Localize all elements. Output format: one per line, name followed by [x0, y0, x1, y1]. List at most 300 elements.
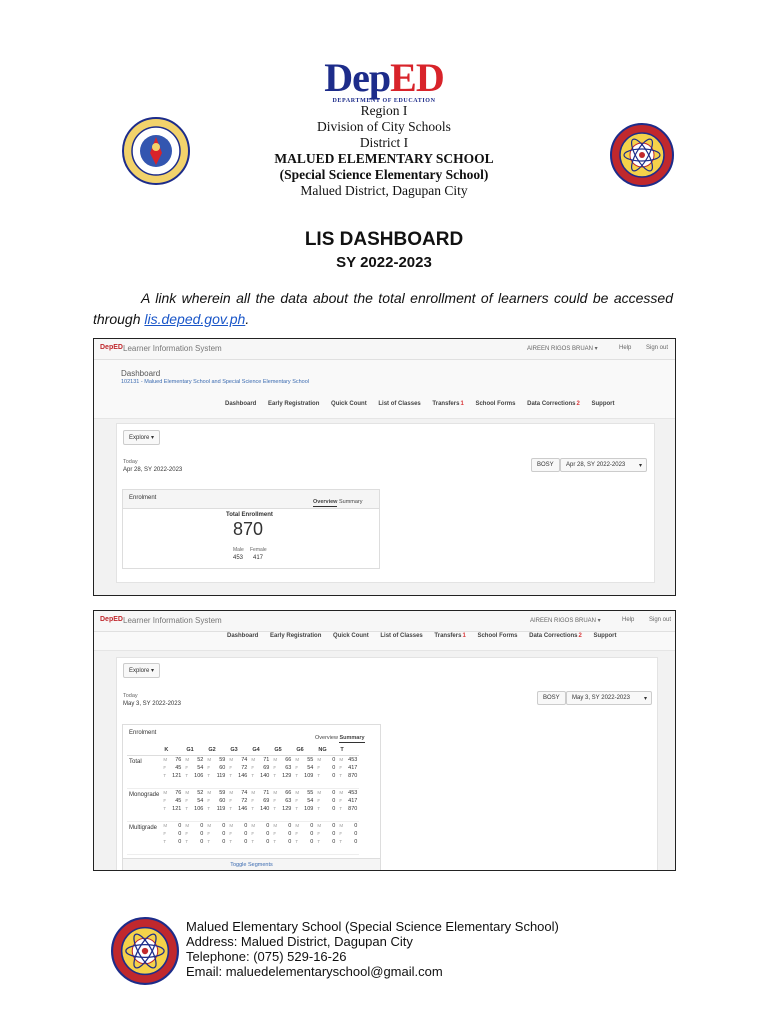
- cell-line: [229, 772, 247, 780]
- cell-line: [273, 764, 291, 772]
- column-header: G1: [183, 745, 205, 756]
- chevron-down-icon: ▾: [638, 463, 642, 469]
- sex-label: F: [317, 831, 321, 836]
- today-value-2: May 3, SY 2022-2023: [123, 701, 181, 707]
- sex-label: T: [251, 773, 255, 778]
- explore-button[interactable]: Explore ▾: [123, 430, 160, 445]
- cell-value: 129: [282, 773, 292, 779]
- cell-line: [317, 797, 335, 805]
- cell-value: 0: [200, 831, 204, 837]
- sex-label: T: [207, 773, 211, 778]
- help-link[interactable]: Help: [619, 345, 632, 351]
- column-header: G4: [249, 745, 271, 756]
- sex-label: M: [339, 823, 344, 828]
- page-title: LIS DASHBOARD: [304, 229, 464, 250]
- table-cell: [315, 756, 337, 789]
- user-menu-2[interactable]: AIREEN RIGOS BRUAN ▾: [530, 618, 601, 624]
- school-location: Malued District, Dagupan City: [300, 183, 468, 198]
- cell-line: [273, 822, 291, 830]
- cell-line: [185, 805, 203, 813]
- sex-label: T: [317, 839, 321, 844]
- main-menu: [225, 401, 625, 407]
- cell-line: [273, 789, 291, 797]
- cell-value: 71: [263, 790, 270, 796]
- toggle-segments-link[interactable]: Toggle Segments: [123, 858, 380, 871]
- sex-label: F: [229, 798, 233, 803]
- sex-label: M: [229, 790, 234, 795]
- cell-value: 45: [175, 798, 182, 804]
- chevron-down-icon: ▾: [643, 696, 647, 702]
- cell-line: [295, 764, 313, 772]
- cell-line: [251, 789, 269, 797]
- cell-value: 72: [241, 765, 248, 771]
- top-navbar-2: [94, 611, 675, 632]
- table-cell: [205, 756, 227, 789]
- cell-line: [273, 756, 291, 764]
- sex-label: F: [273, 765, 277, 770]
- sex-label: F: [185, 765, 189, 770]
- help-link-2[interactable]: Help: [622, 617, 635, 623]
- cell-value: 0: [222, 839, 226, 845]
- sex-label: T: [339, 839, 343, 844]
- footer-school-seal: [111, 917, 179, 985]
- cell-line: [273, 772, 291, 780]
- region-text: Region I: [360, 103, 408, 118]
- deped-logo: [322, 55, 446, 108]
- tab-summary-2[interactable]: Summary: [339, 735, 365, 741]
- male-value: 453: [233, 555, 244, 561]
- cell-line: [207, 764, 225, 772]
- sex-label: T: [339, 806, 343, 811]
- sex-label: F: [317, 798, 321, 803]
- total-enrollment-label: Total Enrollment: [226, 512, 273, 518]
- table-cell: [271, 756, 293, 789]
- cell-line: [185, 797, 203, 805]
- sex-label: M: [207, 790, 212, 795]
- cell-line: [295, 772, 313, 780]
- sex-label: T: [251, 806, 255, 811]
- sex-label: F: [251, 765, 255, 770]
- dashboard-panel-2: [116, 657, 658, 871]
- menu-support-2[interactable]: Support: [593, 633, 617, 639]
- cell-value: 106: [194, 806, 204, 812]
- cell-line: [185, 764, 203, 772]
- cell-value: 69: [263, 765, 270, 771]
- cell-value: 0: [332, 798, 336, 804]
- menu-school-forms-2[interactable]: School Forms: [477, 633, 518, 639]
- cell-value: 0: [266, 823, 270, 829]
- menu-transfers[interactable]: [432, 401, 463, 407]
- intro-text: A link wherein all the data about the total enrollment of learners could be accessed through: [93, 290, 673, 327]
- cell-value: 0: [200, 823, 204, 829]
- sex-label: T: [229, 839, 233, 844]
- cell-line: [295, 756, 313, 764]
- table-cell: [271, 789, 293, 822]
- menu-dashboard[interactable]: Dashboard: [225, 401, 257, 407]
- lis-logo: DepED: [100, 344, 123, 351]
- cell-line: [295, 789, 313, 797]
- sex-label: T: [273, 839, 277, 844]
- cell-value: 121: [172, 806, 182, 812]
- intro-end: .: [245, 311, 250, 327]
- user-menu[interactable]: AIREEN RIGOS BRUAN ▾: [527, 346, 598, 352]
- sex-label: M: [273, 757, 278, 762]
- table-cell: [315, 822, 337, 855]
- cell-value: 0: [266, 839, 270, 845]
- menu-list-of-classes-2[interactable]: List of Classes: [380, 633, 423, 639]
- cell-line: [229, 805, 247, 813]
- sex-label: T: [185, 839, 189, 844]
- table-row: [127, 789, 359, 822]
- cell-value: 54: [197, 765, 204, 771]
- school-line[interactable]: 102131 - Malued Elementary School and Special Science Elementary School: [121, 379, 310, 385]
- cell-value: 140: [260, 773, 270, 779]
- sex-label: M: [185, 757, 190, 762]
- cell-value: 0: [354, 831, 358, 837]
- sex-label: F: [163, 831, 167, 836]
- menu-quick-count[interactable]: Quick Count: [331, 401, 367, 407]
- cell-line: [317, 830, 335, 838]
- cell-value: 0: [288, 839, 292, 845]
- sex-label: T: [273, 806, 277, 811]
- cell-value: 60: [219, 798, 226, 804]
- lis-screenshot-2: [93, 610, 676, 871]
- cell-value: 0: [244, 839, 248, 845]
- today-value: Apr 28, SY 2022-2023: [123, 467, 183, 473]
- cell-value: 0: [178, 839, 182, 845]
- cell-value: 54: [307, 765, 314, 771]
- cell-line: [229, 797, 247, 805]
- cell-value: 0: [288, 831, 292, 837]
- row-label: Monograde: [127, 789, 161, 822]
- sex-label: T: [339, 773, 343, 778]
- sex-label: F: [339, 798, 343, 803]
- cell-line: [317, 772, 335, 780]
- menu-corrections-label-2: Data Corrections: [529, 633, 578, 639]
- cell-line: [163, 838, 181, 846]
- dashboard-heading: Dashboard: [121, 369, 161, 378]
- tab-summary[interactable]: Summary: [339, 499, 363, 505]
- sex-label: F: [295, 798, 299, 803]
- table-cell: [249, 822, 271, 855]
- sex-label: M: [273, 790, 278, 795]
- sex-label: T: [295, 806, 299, 811]
- sex-label: T: [317, 806, 321, 811]
- cell-value: 0: [200, 839, 204, 845]
- footer-school: Malued Elementary School (Special Science Elementary School): [186, 919, 559, 934]
- cell-line: [207, 772, 225, 780]
- cell-line: [251, 764, 269, 772]
- cell-value: 0: [332, 790, 336, 796]
- menu-dashboard-2[interactable]: Dashboard: [227, 633, 259, 639]
- date-select[interactable]: [560, 458, 647, 472]
- table-cell: [337, 789, 359, 822]
- menu-transfers-2[interactable]: [434, 633, 465, 639]
- date-select-value: Apr 28, SY 2022-2023: [566, 462, 626, 468]
- menu-early-registration-2[interactable]: Early Registration: [270, 633, 322, 639]
- lis-link[interactable]: lis.deped.gov.ph: [144, 311, 246, 327]
- cell-line: [251, 838, 269, 846]
- table-cell: [183, 822, 205, 855]
- cell-value: 146: [238, 806, 248, 812]
- cell-line: [207, 822, 225, 830]
- enrolment-table-wrap: [127, 745, 359, 855]
- cell-line: [229, 838, 247, 846]
- menu-support[interactable]: Support: [591, 401, 615, 407]
- sex-label: F: [207, 831, 211, 836]
- cell-line: [295, 838, 313, 846]
- sex-label: M: [295, 790, 300, 795]
- cell-value: 60: [219, 765, 226, 771]
- cell-line: [339, 838, 357, 846]
- sex-label: F: [207, 798, 211, 803]
- intro-paragraph: [93, 288, 673, 330]
- menu-school-forms[interactable]: School Forms: [475, 401, 516, 407]
- cell-value: 45: [175, 765, 182, 771]
- division-text: Division of City Schools: [317, 119, 451, 134]
- table-cell: [227, 822, 249, 855]
- cell-line: [251, 772, 269, 780]
- school-seal: [610, 123, 674, 187]
- signout-link[interactable]: Sign out: [646, 345, 669, 351]
- table-cell: [249, 756, 271, 789]
- table-cell: [205, 822, 227, 855]
- cell-value: 74: [241, 757, 248, 763]
- cell-line: [339, 822, 357, 830]
- logo-subtitle: DEPARTMENT OF EDUCATION: [332, 98, 436, 104]
- tab-overview-2[interactable]: Overview: [315, 735, 338, 741]
- cell-line: [207, 789, 225, 797]
- table-cell: [205, 789, 227, 822]
- cell-line: [251, 805, 269, 813]
- column-header: G6: [293, 745, 315, 756]
- column-header: G5: [271, 745, 293, 756]
- cell-line: [229, 822, 247, 830]
- cell-value: 0: [310, 839, 314, 845]
- cell-line: [317, 838, 335, 846]
- cell-value: 0: [266, 831, 270, 837]
- menu-data-corrections[interactable]: [527, 401, 580, 407]
- cell-line: [163, 756, 181, 764]
- signout-link-2[interactable]: Sign out: [649, 617, 672, 623]
- sex-label: M: [163, 790, 168, 795]
- cell-line: [207, 830, 225, 838]
- transfers-badge: 1: [460, 401, 464, 407]
- menu-data-corrections-2[interactable]: [529, 633, 582, 639]
- app-name-2: Learner Information System: [123, 616, 222, 625]
- sex-label: T: [185, 806, 189, 811]
- date-select-value-2: May 3, SY 2022-2023: [572, 695, 630, 701]
- table-cell: [337, 756, 359, 789]
- sex-label: F: [185, 798, 189, 803]
- date-select-2[interactable]: [566, 691, 652, 705]
- dashboard-panel: [116, 423, 655, 583]
- table-cell: [315, 789, 337, 822]
- cell-value: 0: [288, 823, 292, 829]
- menu-transfers-label-2: Transfers: [434, 633, 462, 639]
- cell-line: [295, 797, 313, 805]
- district-text: District I: [359, 135, 409, 150]
- corrections-badge: 2: [576, 401, 580, 407]
- table-cell: [249, 789, 271, 822]
- table-cell: [337, 822, 359, 855]
- school-name: MALUED ELEMENTARY SCHOOL: [274, 151, 494, 166]
- table-cell: [183, 789, 205, 822]
- deped-dagupan-seal: [122, 117, 190, 185]
- cell-line: [317, 805, 335, 813]
- cell-value: 74: [241, 790, 248, 796]
- sex-label: M: [229, 757, 234, 762]
- cell-line: [339, 805, 357, 813]
- enrolment-table: [127, 745, 359, 855]
- cell-line: [185, 830, 203, 838]
- cell-value: 119: [216, 773, 226, 779]
- cell-value: 453: [348, 790, 358, 796]
- cell-value: 54: [197, 798, 204, 804]
- logo-ed: ED: [390, 55, 444, 100]
- sex-label: F: [207, 765, 211, 770]
- cell-value: 109: [304, 773, 314, 779]
- sex-label: M: [229, 823, 234, 828]
- bosy-button[interactable]: BOSY: [531, 458, 560, 472]
- enrolment-tabs: [313, 499, 363, 505]
- table-cell: [161, 822, 183, 855]
- enrolment-tabs-2: [315, 735, 365, 741]
- sex-label: M: [251, 757, 256, 762]
- cell-value: 140: [260, 806, 270, 812]
- cell-value: 109: [304, 806, 314, 812]
- table-header-row: [127, 745, 359, 756]
- app-name: Learner Information System: [123, 344, 222, 353]
- sex-label: T: [273, 773, 277, 778]
- school-type: (Special Science Elementary School): [279, 167, 489, 182]
- explore-button-2[interactable]: Explore ▾: [123, 663, 160, 678]
- bosy-button-2[interactable]: BOSY: [537, 691, 566, 705]
- sex-label: T: [163, 839, 167, 844]
- today-label-2: Today: [123, 693, 138, 699]
- cell-line: [163, 772, 181, 780]
- sex-label: T: [229, 806, 233, 811]
- cell-value: 0: [332, 839, 336, 845]
- tab-overview[interactable]: Overview: [313, 499, 338, 505]
- cell-line: [185, 838, 203, 846]
- cell-line: [339, 772, 357, 780]
- cell-value: 453: [348, 757, 358, 763]
- sex-label: F: [273, 831, 277, 836]
- table-cell: [227, 789, 249, 822]
- sex-label: M: [295, 757, 300, 762]
- female-label: Female: [250, 547, 267, 553]
- cell-value: 0: [332, 765, 336, 771]
- cell-value: 66: [285, 790, 292, 796]
- menu-list-of-classes[interactable]: List of Classes: [378, 401, 421, 407]
- female-value: 417: [253, 555, 264, 561]
- corrections-badge-2: 2: [578, 633, 582, 639]
- cell-value: 63: [285, 798, 292, 804]
- sex-label: F: [295, 765, 299, 770]
- sex-label: F: [295, 831, 299, 836]
- menu-transfers-label: Transfers: [432, 401, 460, 407]
- sex-label: M: [317, 757, 322, 762]
- cell-value: 59: [219, 757, 226, 763]
- column-header: K: [161, 745, 183, 756]
- cell-value: 129: [282, 806, 292, 812]
- cell-value: 72: [241, 798, 248, 804]
- cell-line: [339, 797, 357, 805]
- table-cell: [293, 789, 315, 822]
- main-menu-2: [227, 633, 627, 639]
- sex-label: M: [317, 790, 322, 795]
- cell-value: 0: [310, 823, 314, 829]
- table-row: [127, 756, 359, 789]
- sex-label: M: [207, 757, 212, 762]
- cell-line: [317, 764, 335, 772]
- sex-label: T: [185, 773, 189, 778]
- cell-line: [163, 764, 181, 772]
- cell-line: [163, 797, 181, 805]
- table-cell: [161, 789, 183, 822]
- cell-line: [185, 789, 203, 797]
- cell-line: [339, 830, 357, 838]
- sex-label: M: [251, 790, 256, 795]
- cell-value: 0: [332, 831, 336, 837]
- row-label: Multigrade: [127, 822, 161, 855]
- cell-line: [229, 789, 247, 797]
- cell-value: 52: [197, 790, 204, 796]
- sex-label: M: [273, 823, 278, 828]
- cell-value: 0: [222, 823, 226, 829]
- sex-label: M: [251, 823, 256, 828]
- menu-corrections-label: Data Corrections: [527, 401, 576, 407]
- sex-label: F: [339, 831, 343, 836]
- sex-label: M: [339, 790, 344, 795]
- cell-line: [339, 789, 357, 797]
- sex-label: T: [295, 773, 299, 778]
- sex-label: F: [317, 765, 321, 770]
- row-label: Total: [127, 756, 161, 789]
- sex-label: M: [317, 823, 322, 828]
- cell-value: 52: [197, 757, 204, 763]
- column-header: NG: [315, 745, 337, 756]
- column-header: G2: [205, 745, 227, 756]
- menu-quick-count-2[interactable]: Quick Count: [333, 633, 369, 639]
- table-cell: [161, 756, 183, 789]
- sex-label: F: [163, 798, 167, 803]
- cell-value: 54: [307, 798, 314, 804]
- cell-value: 0: [244, 831, 248, 837]
- cell-value: 55: [307, 757, 314, 763]
- cell-line: [163, 830, 181, 838]
- enrolment-card: [122, 489, 380, 569]
- page-header: [94, 360, 675, 419]
- cell-line: [207, 805, 225, 813]
- column-header: G3: [227, 745, 249, 756]
- cell-line: [251, 756, 269, 764]
- today-label: Today: [123, 459, 138, 465]
- cell-value: 76: [175, 790, 182, 796]
- cell-line: [273, 838, 291, 846]
- cell-value: 119: [216, 806, 226, 812]
- sex-label: T: [207, 806, 211, 811]
- column-header: [127, 745, 161, 756]
- sex-label: T: [163, 773, 167, 778]
- cell-line: [273, 830, 291, 838]
- sex-label: T: [207, 839, 211, 844]
- menu-early-registration[interactable]: Early Registration: [268, 401, 320, 407]
- sex-label: F: [273, 798, 277, 803]
- cell-line: [339, 764, 357, 772]
- cell-line: [185, 822, 203, 830]
